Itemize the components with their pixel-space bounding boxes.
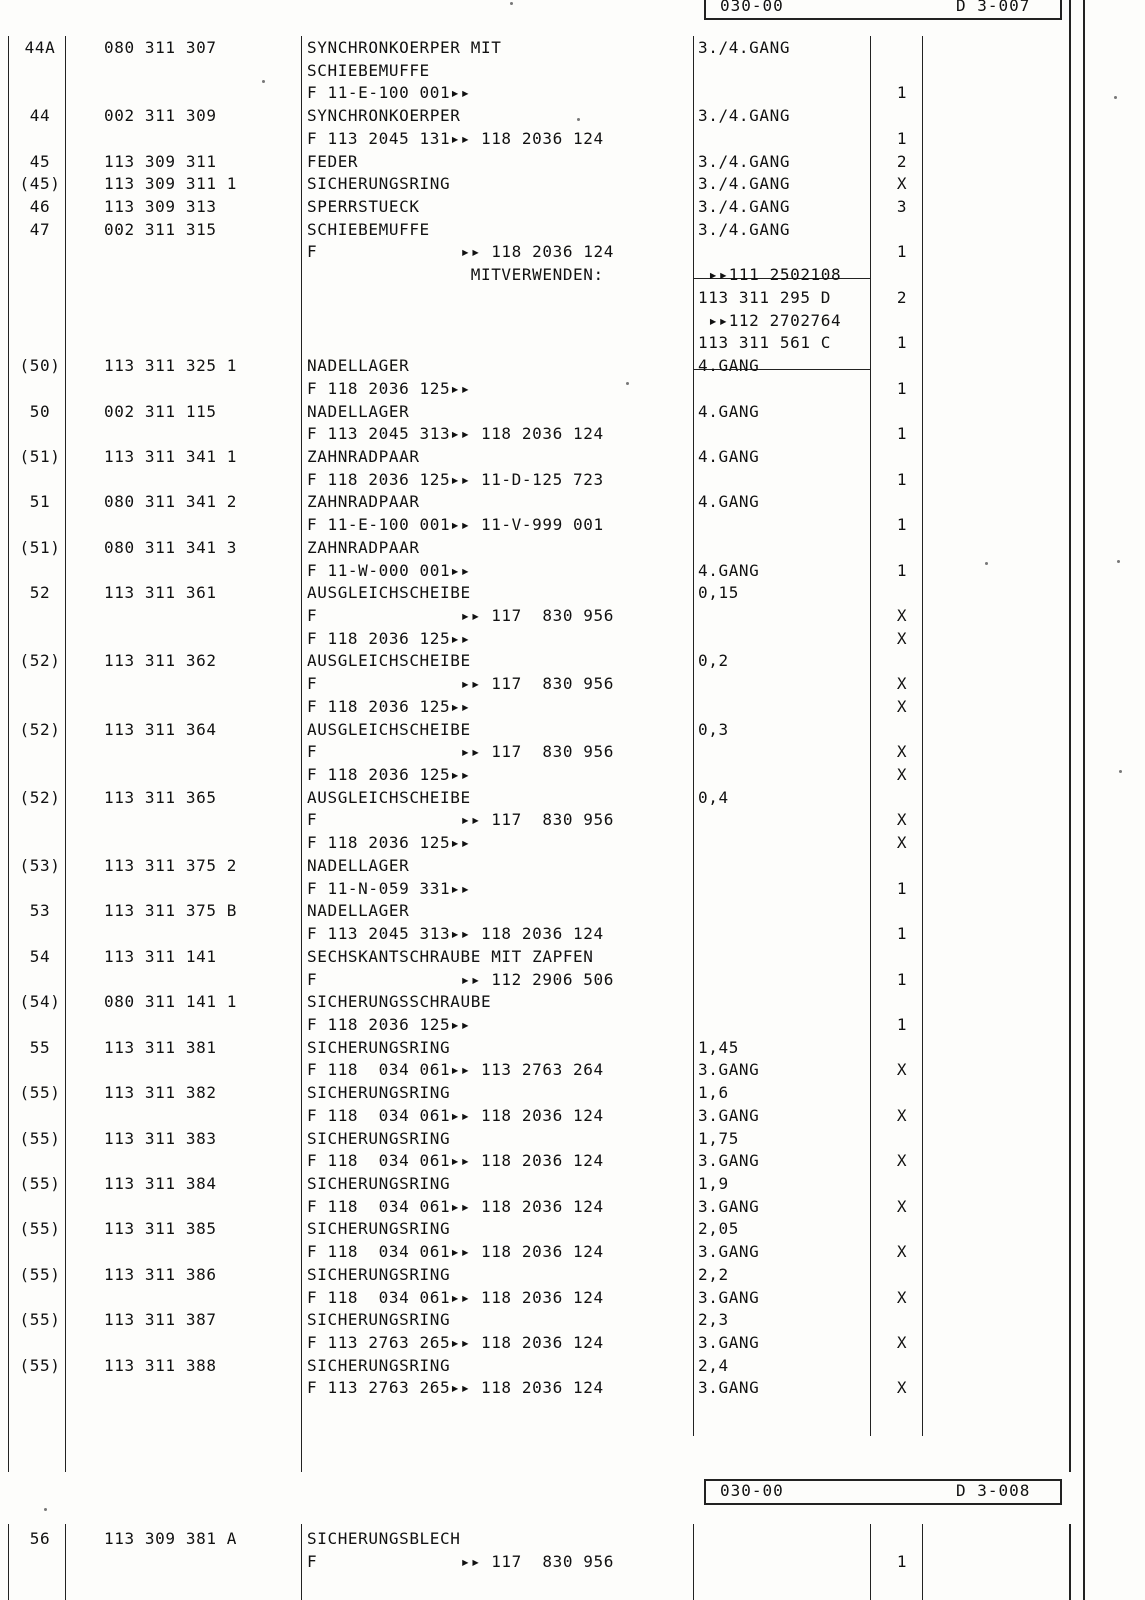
table-row — [0, 195, 1145, 218]
remark: 113 311 561 C — [698, 333, 832, 353]
description: F 113 2045 313▸▸ 118 2036 124 — [307, 424, 604, 444]
remark: 3.GANG — [698, 1333, 760, 1353]
position-number: (52) — [19, 787, 61, 807]
position-number: 52 — [29, 583, 51, 603]
quantity: X — [896, 765, 908, 785]
table-row — [0, 81, 1145, 104]
remark: 0,2 — [698, 651, 729, 671]
scan-speck — [985, 562, 988, 565]
remark: 1,45 — [698, 1037, 739, 1057]
table-row — [0, 740, 1145, 763]
scan-speck — [1119, 770, 1122, 773]
description: AUSGLEICHSCHEIBE — [307, 719, 471, 739]
table-row — [0, 218, 1145, 241]
table-row — [0, 104, 1145, 127]
part-number: 080 311 341 3 — [104, 537, 238, 557]
remark: 4.GANG — [698, 446, 760, 466]
table-row — [0, 968, 1145, 991]
part-number: 113 311 382 — [104, 1083, 217, 1103]
table-row — [0, 1104, 1145, 1127]
position-number: (52) — [19, 651, 61, 671]
quantity: 2 — [896, 151, 908, 171]
quantity: X — [896, 810, 908, 830]
table-row — [0, 922, 1145, 945]
remark: 3.GANG — [698, 1378, 760, 1398]
remark: 3.GANG — [698, 1287, 760, 1307]
position-number: 55 — [29, 1037, 51, 1057]
description: SICHERUNGSRING — [307, 1355, 451, 1375]
quantity: 1 — [896, 878, 908, 898]
remark: 3.GANG — [698, 1151, 760, 1171]
part-number: 113 311 361 — [104, 583, 217, 603]
table-row — [0, 1286, 1145, 1309]
table-row — [0, 899, 1145, 922]
table-row — [0, 1376, 1145, 1399]
remark: ▸▸111 2502108 — [698, 265, 842, 285]
remark: 3./4.GANG — [698, 151, 791, 171]
part-number: 113 311 384 — [104, 1174, 217, 1193]
table-row — [0, 286, 1145, 309]
position-number: 50 — [29, 401, 51, 421]
description: F ▸▸ 117 830 956 — [307, 810, 614, 830]
description: MITVERWENDEN: — [307, 265, 604, 285]
description: ZAHNRADPAAR — [307, 492, 420, 512]
table-row — [0, 1127, 1145, 1150]
description: F 113 2763 265▸▸ 118 2036 124 — [307, 1333, 604, 1353]
table-row — [0, 786, 1145, 809]
table-row — [0, 559, 1145, 582]
quantity: X — [896, 1287, 908, 1307]
table-row — [0, 1354, 1145, 1377]
description: F ▸▸ 117 830 956 — [307, 1551, 614, 1571]
description: SYNCHRONKOERPER MIT — [307, 38, 502, 57]
description: F 113 2763 265▸▸ 118 2036 124 — [307, 1378, 604, 1398]
remark: 3./4.GANG — [698, 106, 791, 126]
table-row — [0, 1081, 1145, 1104]
position-number: 56 — [29, 1529, 51, 1548]
remark: 1,9 — [698, 1174, 729, 1193]
table-row — [0, 854, 1145, 877]
table-row — [0, 400, 1145, 423]
position-number: (55) — [19, 1355, 61, 1375]
description: SICHERUNGSRING — [307, 1264, 451, 1284]
position-number: (54) — [19, 992, 61, 1012]
position-number: 44 — [29, 106, 51, 126]
scan-speck — [1117, 560, 1120, 563]
remark: 0,3 — [698, 719, 729, 739]
quantity: 1 — [896, 242, 908, 262]
part-number: 113 309 311 1 — [104, 174, 238, 194]
quantity: X — [896, 1196, 908, 1216]
quantity: X — [896, 1333, 908, 1353]
description: F 118 2036 125▸▸ — [307, 765, 471, 785]
description: SICHERUNGSRING — [307, 1128, 451, 1148]
quantity: 1 — [896, 378, 908, 398]
table-row — [0, 581, 1145, 604]
quantity: 1 — [896, 424, 908, 444]
remark: 4.GANG — [698, 492, 760, 512]
description: SICHERUNGSRING — [307, 1310, 451, 1330]
remark: 3./4.GANG — [698, 174, 791, 194]
table-row — [0, 377, 1145, 400]
table-row — [0, 1172, 1145, 1195]
description: F 113 2045 313▸▸ 118 2036 124 — [307, 924, 604, 944]
part-number: 080 311 341 2 — [104, 492, 238, 512]
scan-speck — [577, 118, 580, 121]
table-row — [0, 150, 1145, 173]
position-number: (55) — [19, 1264, 61, 1284]
quantity: 1 — [896, 969, 908, 989]
table-row — [0, 1036, 1145, 1059]
part-number: 080 311 141 1 — [104, 992, 238, 1012]
table-row — [0, 59, 1145, 82]
quantity: 1 — [896, 515, 908, 535]
quantity: X — [896, 742, 908, 762]
description: F 118 034 061▸▸ 118 2036 124 — [307, 1196, 604, 1216]
description: NADELLAGER — [307, 356, 410, 376]
description: SICHERUNGSSCHRAUBE — [307, 992, 492, 1012]
position-number: 44A — [24, 38, 56, 57]
remark: 2,05 — [698, 1219, 739, 1239]
table-row — [0, 945, 1145, 968]
top-page-number: D 3-007 — [956, 0, 1031, 15]
description: F 118 2036 125▸▸ — [307, 378, 471, 398]
part-number: 113 311 341 1 — [104, 446, 238, 466]
quantity: 1 — [896, 924, 908, 944]
position-number: 54 — [29, 946, 51, 966]
description: AUSGLEICHSCHEIBE — [307, 651, 471, 671]
remark: 4.GANG — [698, 560, 760, 580]
part-number: 113 311 386 — [104, 1264, 217, 1284]
quantity: X — [896, 1105, 908, 1125]
description: F 11-E-100 001▸▸ 11-V-999 001 — [307, 515, 604, 535]
table-row — [0, 536, 1145, 559]
position-number: (51) — [19, 446, 61, 466]
description: F 118 034 061▸▸ 118 2036 124 — [307, 1242, 604, 1262]
position-number: (55) — [19, 1128, 61, 1148]
table-row — [0, 263, 1145, 286]
remark: 2,3 — [698, 1310, 729, 1330]
part-number: 002 311 115 — [104, 401, 217, 421]
table-row — [0, 877, 1145, 900]
part-number: 113 311 375 B — [104, 901, 238, 921]
part-number: 113 311 385 — [104, 1219, 217, 1239]
description: F ▸▸ 118 2036 124 — [307, 242, 614, 262]
table-row — [0, 1263, 1145, 1286]
quantity: 3 — [896, 197, 908, 217]
quantity: 1 — [896, 1551, 908, 1571]
position-number: (55) — [19, 1174, 61, 1193]
table-row — [0, 445, 1145, 468]
description: SECHSKANTSCHRAUBE MIT ZAPFEN — [307, 946, 594, 966]
scan-speck — [262, 80, 265, 83]
quantity: 1 — [896, 333, 908, 353]
position-number: (50) — [19, 356, 61, 376]
table-row — [0, 1217, 1145, 1240]
remark: 3.GANG — [698, 1060, 760, 1080]
remark: 0,4 — [698, 787, 729, 807]
table-row — [0, 1240, 1145, 1263]
table-row — [0, 422, 1145, 445]
quantity: 2 — [896, 287, 908, 307]
description: NADELLAGER — [307, 855, 410, 875]
part-number: 113 311 364 — [104, 719, 217, 739]
part-number: 113 311 325 1 — [104, 356, 238, 376]
part-number: 113 311 362 — [104, 651, 217, 671]
table-row — [0, 627, 1145, 650]
table-row — [0, 240, 1145, 263]
description: AUSGLEICHSCHEIBE — [307, 583, 471, 603]
description: F 11-W-000 001▸▸ — [307, 560, 471, 580]
table-row — [0, 1149, 1145, 1172]
remark: 3./4.GANG — [698, 38, 791, 57]
description: F 118 034 061▸▸ 113 2763 264 — [307, 1060, 604, 1080]
position-number: 46 — [29, 197, 51, 217]
position-number: 45 — [29, 151, 51, 171]
description: F ▸▸ 117 830 956 — [307, 674, 614, 694]
table-row — [0, 672, 1145, 695]
table-row — [0, 808, 1145, 831]
remark: ▸▸112 2702764 — [698, 310, 842, 330]
part-number: 113 309 381 A — [104, 1529, 238, 1548]
description: F 11-N-059 331▸▸ — [307, 878, 471, 898]
bottom-page-number: D 3-008 — [956, 1481, 1031, 1500]
quantity: X — [896, 1378, 908, 1398]
bottom-section-header — [704, 1479, 1062, 1505]
part-number: 113 311 381 — [104, 1037, 217, 1057]
table-row — [0, 513, 1145, 536]
quantity: X — [896, 606, 908, 625]
remark: 3.GANG — [698, 1196, 760, 1216]
remark: 0,15 — [698, 583, 739, 603]
description: SPERRSTUECK — [307, 197, 420, 217]
part-number: 113 311 388 — [104, 1355, 217, 1375]
remark: 3./4.GANG — [698, 197, 791, 217]
table-row — [0, 695, 1145, 718]
table-row — [0, 1550, 1145, 1573]
description: SICHERUNGSRING — [307, 1174, 451, 1193]
table-row — [0, 354, 1145, 377]
table-row — [0, 649, 1145, 672]
table-row — [0, 172, 1145, 195]
table-row — [0, 990, 1145, 1013]
table-row — [0, 331, 1145, 354]
description: F 118 2036 125▸▸ — [307, 628, 471, 648]
description: SICHERUNGSRING — [307, 174, 451, 194]
remark: 4.GANG — [698, 356, 760, 376]
scan-speck — [1114, 96, 1117, 99]
description: F 118 034 061▸▸ 118 2036 124 — [307, 1151, 604, 1171]
description: F 113 2045 131▸▸ 118 2036 124 — [307, 128, 604, 148]
part-number: 113 311 365 — [104, 787, 217, 807]
quantity: X — [896, 174, 908, 194]
table-row — [0, 309, 1145, 332]
table-row — [0, 1331, 1145, 1354]
table-row — [0, 127, 1145, 150]
description: AUSGLEICHSCHEIBE — [307, 787, 471, 807]
quantity: 1 — [896, 560, 908, 580]
quantity: 1 — [896, 128, 908, 148]
table-row — [0, 831, 1145, 854]
table-row — [0, 718, 1145, 741]
table-row — [0, 1058, 1145, 1081]
remark: 1,75 — [698, 1128, 739, 1148]
part-number: 113 311 141 — [104, 946, 217, 966]
position-number: 47 — [29, 219, 51, 239]
description: F 118 2036 125▸▸ 11-D-125 723 — [307, 469, 604, 489]
table-row — [0, 1308, 1145, 1331]
part-number: 002 311 315 — [104, 219, 217, 239]
description: SCHIEBEMUFFE — [307, 60, 430, 80]
remark: 2,2 — [698, 1264, 729, 1284]
part-number: 113 311 387 — [104, 1310, 217, 1330]
position-number: (55) — [19, 1219, 61, 1239]
top-section-header — [704, 0, 1062, 20]
quantity: X — [896, 1060, 908, 1080]
description: F ▸▸ 117 830 956 — [307, 606, 614, 625]
description: SYNCHRONKOERPER — [307, 106, 461, 126]
table-row — [0, 1013, 1145, 1036]
part-number: 080 311 307 — [104, 38, 217, 57]
quantity: X — [896, 1242, 908, 1262]
description: ZAHNRADPAAR — [307, 537, 420, 557]
table-row — [0, 763, 1145, 786]
table-row — [0, 36, 1145, 59]
table-row — [0, 468, 1145, 491]
quantity: X — [896, 674, 908, 694]
description: F ▸▸ 117 830 956 — [307, 742, 614, 762]
table-row — [0, 604, 1145, 627]
remark: 3.GANG — [698, 1105, 760, 1125]
position-number: 51 — [29, 492, 51, 512]
top-section-code: 030-00 — [720, 0, 784, 15]
remark: 2,4 — [698, 1355, 729, 1375]
description: NADELLAGER — [307, 401, 410, 421]
remark: 3.GANG — [698, 1242, 760, 1262]
quantity: X — [896, 1151, 908, 1171]
description: F ▸▸ 112 2906 506 — [307, 969, 614, 989]
remark: 1,6 — [698, 1083, 729, 1103]
description: SICHERUNGSRING — [307, 1219, 451, 1239]
part-number: 002 311 309 — [104, 106, 217, 126]
quantity: 1 — [896, 1014, 908, 1034]
description: F 118 034 061▸▸ 118 2036 124 — [307, 1287, 604, 1307]
position-number: (55) — [19, 1310, 61, 1330]
position-number: (53) — [19, 855, 61, 875]
description: SICHERUNGSBLECH — [307, 1529, 461, 1548]
remark: 113 311 295 D — [698, 287, 832, 307]
quantity: X — [896, 628, 908, 648]
scan-speck — [44, 1508, 47, 1511]
description: SCHIEBEMUFFE — [307, 219, 430, 239]
description: SICHERUNGSRING — [307, 1083, 451, 1103]
table-row — [0, 1527, 1145, 1550]
scan-speck — [626, 382, 629, 385]
position-number: (55) — [19, 1083, 61, 1103]
table-row — [0, 490, 1145, 513]
description: SICHERUNGSRING — [307, 1037, 451, 1057]
description: F 118 034 061▸▸ 118 2036 124 — [307, 1105, 604, 1125]
description: ZAHNRADPAAR — [307, 446, 420, 466]
scan-speck — [510, 2, 513, 5]
position-number: (51) — [19, 537, 61, 557]
description: F 118 2036 125▸▸ — [307, 833, 471, 853]
quantity: 1 — [896, 83, 908, 103]
description: F 118 2036 125▸▸ — [307, 1014, 471, 1034]
quantity: 1 — [896, 469, 908, 489]
part-number: 113 309 313 — [104, 197, 217, 217]
position-number: 53 — [29, 901, 51, 921]
part-number: 113 311 383 — [104, 1128, 217, 1148]
remark: 4.GANG — [698, 401, 760, 421]
description: NADELLAGER — [307, 901, 410, 921]
quantity: X — [896, 833, 908, 853]
bottom-section-code: 030-00 — [720, 1481, 784, 1500]
position-number: (52) — [19, 719, 61, 739]
description: FEDER — [307, 151, 359, 171]
quantity: X — [896, 696, 908, 716]
description: F 11-E-100 001▸▸ — [307, 83, 471, 103]
description: F 118 2036 125▸▸ — [307, 696, 471, 716]
part-number: 113 309 311 — [104, 151, 217, 171]
position-number: (45) — [19, 174, 61, 194]
remark: 3./4.GANG — [698, 219, 791, 239]
part-number: 113 311 375 2 — [104, 855, 238, 875]
table-row — [0, 1195, 1145, 1218]
